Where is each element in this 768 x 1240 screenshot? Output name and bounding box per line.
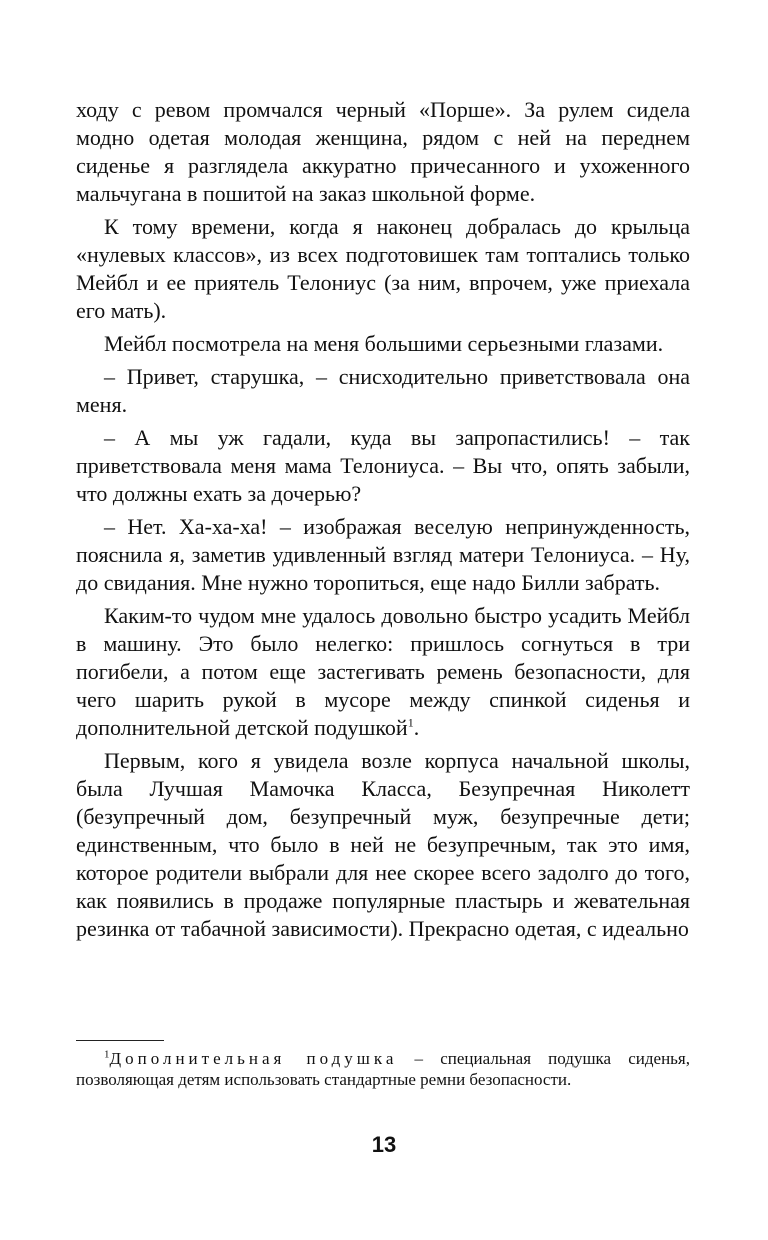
paragraph-8: Первым, кого я увидела возле корпуса начальной школы, была Лучшая Мамочка Класса, Безупречная Николетт (безупречный дом, безупречный муж, безупречные дети; единственным, что было в ней не безупречным, так это имя, которое родители выбрали для нее скорее всего задолго до того, как появились в продаже популярные пластырь и жевательная резинка от табачной зависимости). Прекрасно одетая, с идеально bbox=[76, 748, 690, 941]
paragraph-3: Мейбл посмотрела на меня большими серьезными глазами. bbox=[104, 331, 664, 356]
footnote-text: специальная подушка сиденья, позволяющая детям использовать стандартные ремни безопасности. bbox=[76, 1049, 691, 1089]
paragraph-7-end: . bbox=[413, 715, 420, 740]
paragraph-4: – Привет, старушка, – снисходительно приветствовала она меня. bbox=[76, 364, 690, 417]
paragraph-7-text: Каким-то чудом мне удалось довольно быстро усадить Мейбл в машину. Это было нелегко: пришлось согнуться в три погибели, а потом еще застегивать ремень безопасности, для чего шарить рукой в мусоре между спинкой сиденья и дополнительной детской подушкой bbox=[76, 603, 690, 740]
page-number: 13 bbox=[371, 1132, 397, 1157]
footnote-term: Дополнительная подушка bbox=[109, 1049, 398, 1068]
footnote-divider bbox=[76, 1040, 164, 1041]
paragraph-6: – Нет. Ха-ха-ха! – изображая веселую непринужденность, пояснила я, заметив удивленный взгляд матери Телониуса. – Ну, до свидания. Мне нужно торопиться, еще надо Билли забрать. bbox=[76, 514, 690, 595]
footnote-dash: – bbox=[397, 1049, 441, 1068]
footnote-mark: 1 bbox=[104, 1048, 110, 1061]
paragraph-7 bbox=[76, 602, 690, 742]
footnote-reference[interactable]: 1 bbox=[407, 715, 414, 730]
paragraph-5: – А мы уж гадали, куда вы запропастились! – так приветствовала меня мама Телониуса. – Вы что, опять забыли, что должны ехать за дочерью? bbox=[76, 425, 690, 506]
paragraph-1: ходу с ревом промчался черный «Порше». За рулем сидела модно одетая молодая женщина, рядом с ней на переднем сиденье я разглядела аккуратно причесанного и ухоженного мальчугана в пошитой на заказ школьной форме. bbox=[76, 97, 690, 206]
footnote bbox=[76, 1048, 690, 1090]
page-body bbox=[76, 96, 690, 948]
paragraph-2: К тому времени, когда я наконец добралась до крыльца «нулевых классов», из всех подготовишек там топтались только Мейбл и ее приятель Телониус (за ним, впрочем, уже приехала его мать). bbox=[76, 214, 690, 323]
